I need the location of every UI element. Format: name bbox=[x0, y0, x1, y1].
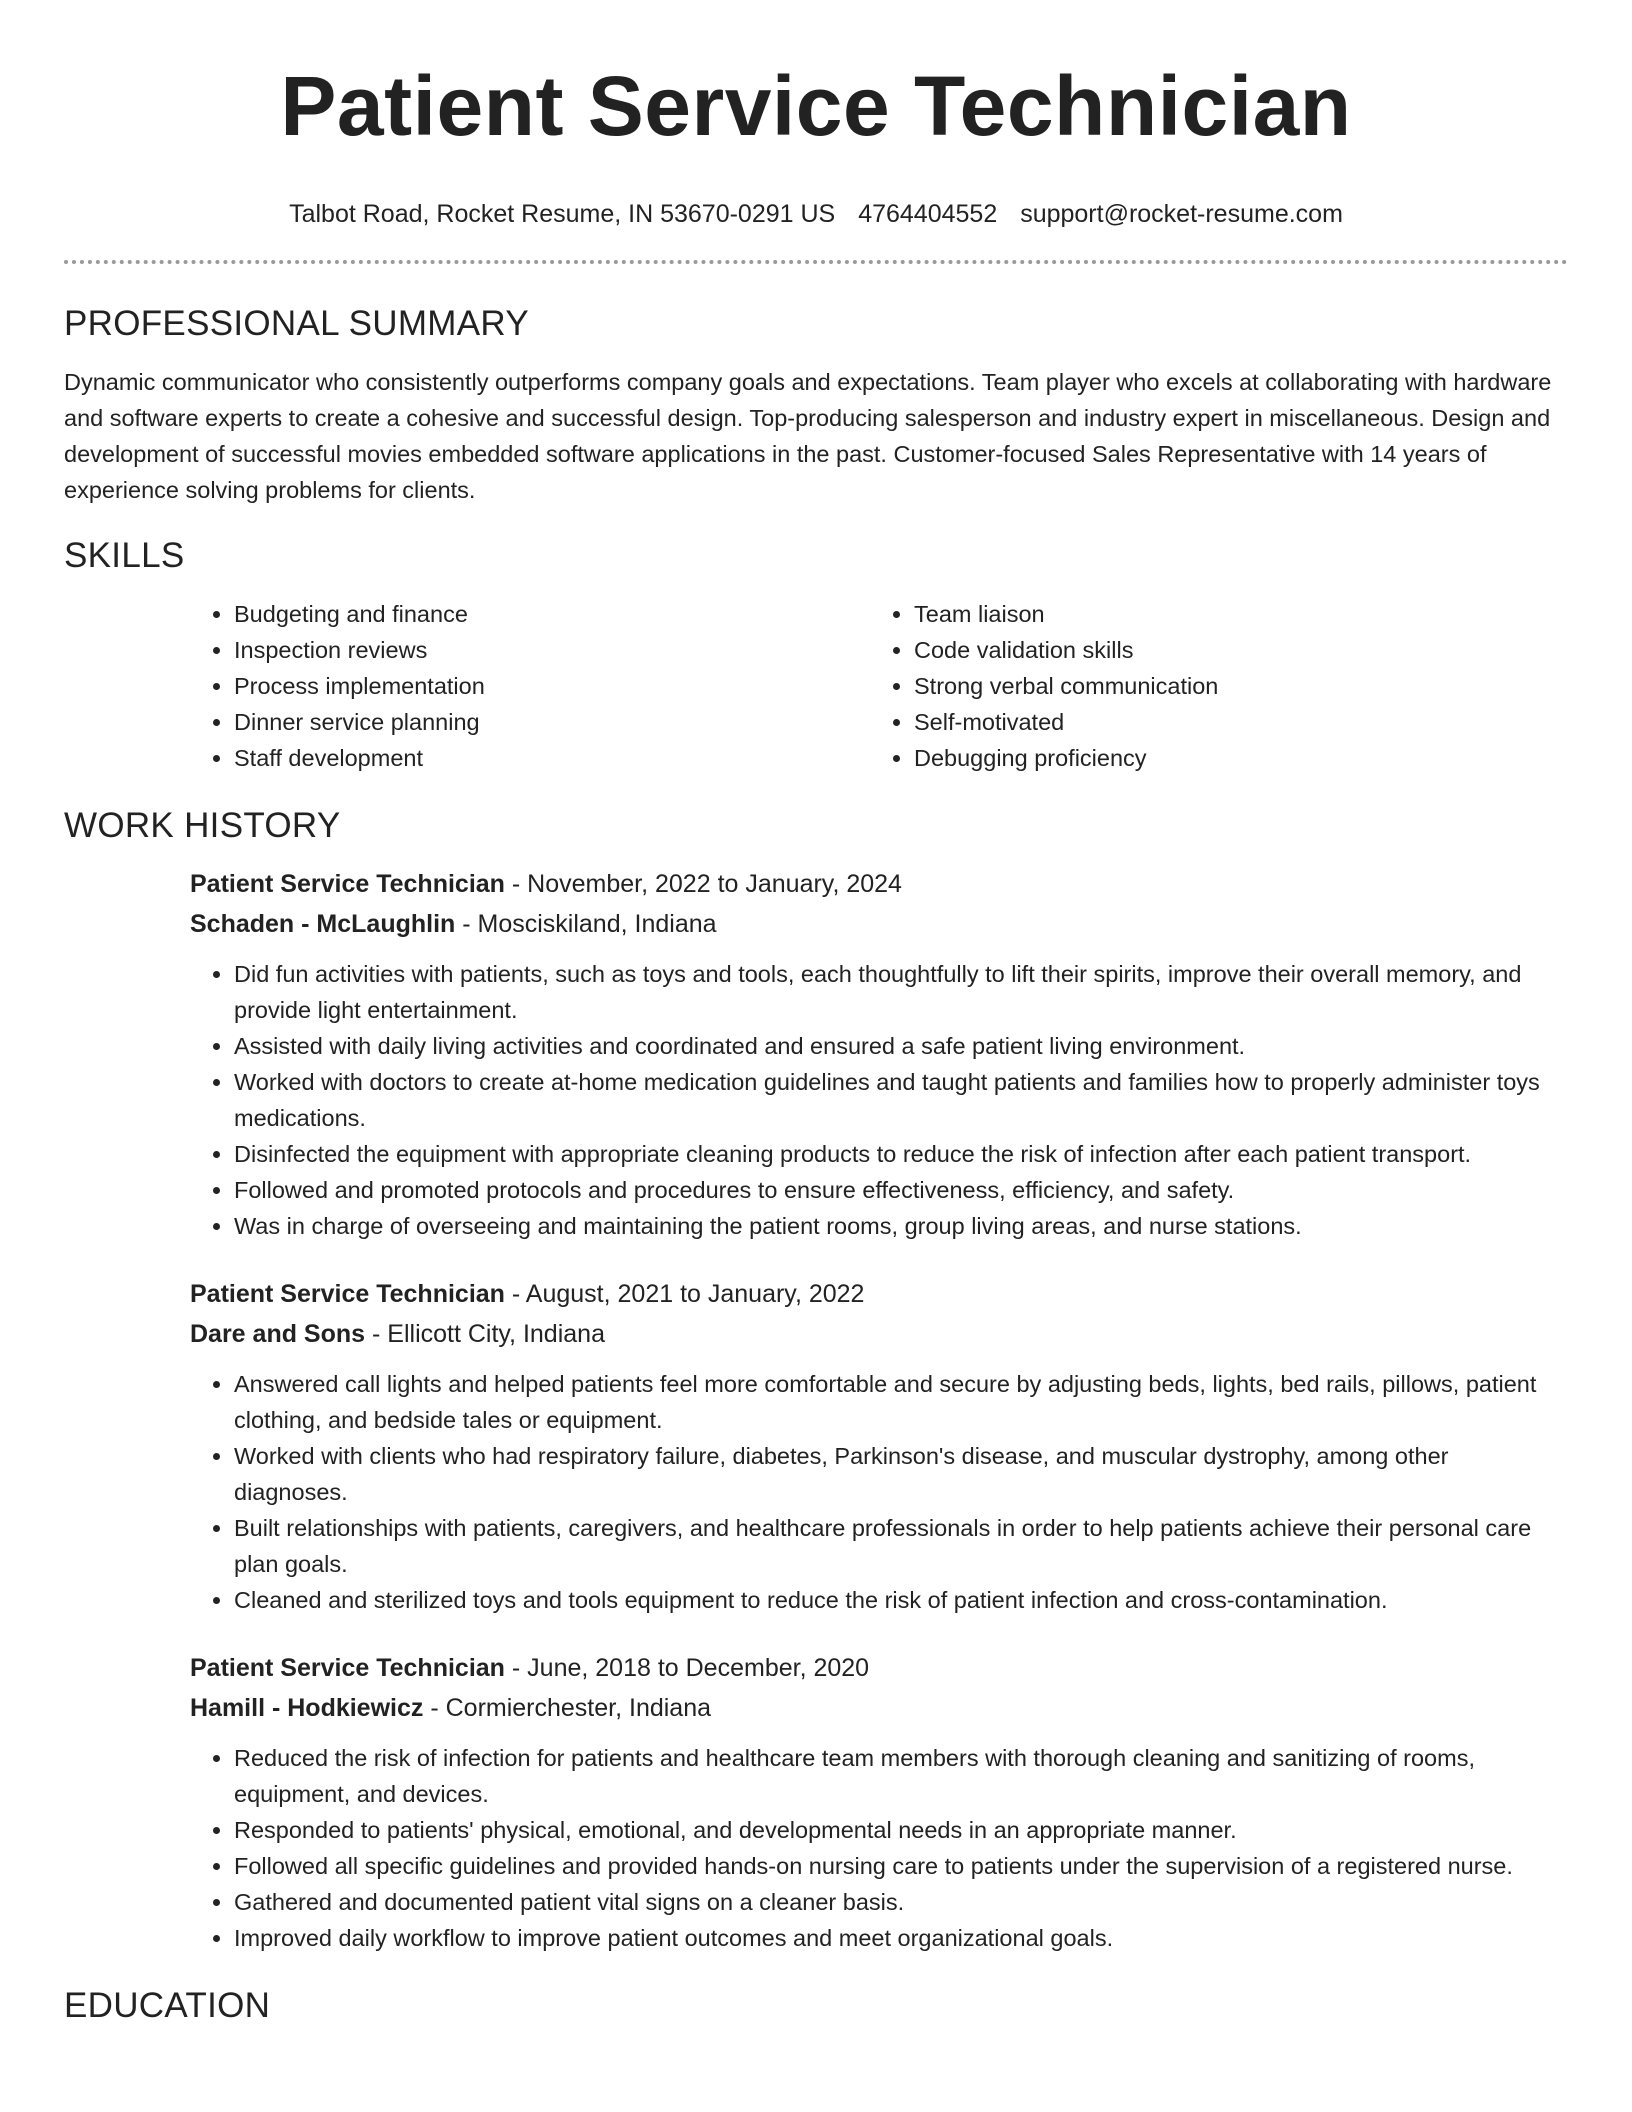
job-company: Schaden - McLaughlin bbox=[190, 910, 456, 938]
summary-text: Dynamic communicator who consistently outperforms company goals and expectations. Team player who excels at collaborating with hardware and software experts to create a cohesive and successful design. Top-producing salesperson and industry expert in miscellaneous. Design and development of successful movies embedded software applications in the past. Customer-focused Sales Representative with 14 years of experience solving problems for clients. bbox=[64, 369, 1552, 503]
skill-item: • Team liaison bbox=[914, 596, 1550, 632]
skill-item: • Budgeting and finance bbox=[234, 596, 870, 632]
job-duties bbox=[190, 956, 1568, 1244]
contact-phone: 4764404552 bbox=[858, 200, 998, 228]
job-title-line bbox=[190, 864, 1568, 904]
job-title-line bbox=[190, 1648, 1568, 1688]
summary-heading: PROFESSIONAL SUMMARY bbox=[64, 304, 529, 343]
skill-item: • Staff development bbox=[234, 740, 870, 776]
job-company: Hamill - Hodkiewicz bbox=[190, 1694, 424, 1722]
job-title: Patient Service Technician bbox=[190, 1654, 505, 1682]
job-dates: - August, 2021 to January, 2022 bbox=[504, 1280, 865, 1308]
skill-item: • Debugging proficiency bbox=[914, 740, 1550, 776]
education-heading: EDUCATION bbox=[64, 1986, 271, 2025]
skill-item: • Code validation skills bbox=[914, 632, 1550, 668]
job-company: Dare and Sons bbox=[190, 1320, 366, 1348]
job-dates: - June, 2018 to December, 2020 bbox=[504, 1654, 870, 1682]
duty-item: • Did fun activities with patients, such as toys and tools, each thoughtfully to lift their spirits, improve their overall memory, and provide light entertainment. bbox=[234, 956, 1568, 1028]
job-company-line bbox=[190, 904, 1568, 944]
duty-item: • Followed and promoted protocols and procedures to ensure effectiveness, efficiency, and safety. bbox=[234, 1172, 1568, 1208]
duty-item: • Answered call lights and helped patients feel more comfortable and secure by adjusting beds, lights, bed rails, pillows, patient clothing, and bedside tales or equipment. bbox=[234, 1366, 1568, 1438]
job-location: - Cormierchester, Indiana bbox=[423, 1694, 712, 1722]
skill-item: • Process implementation bbox=[234, 668, 870, 704]
job-duties bbox=[190, 1740, 1568, 1956]
duty-item: • Worked with clients who had respiratory failure, diabetes, Parkinson's disease, and muscular dystrophy, among other diagnoses. bbox=[234, 1438, 1568, 1510]
skill-item: • Inspection reviews bbox=[234, 632, 870, 668]
skills-column-left bbox=[190, 596, 870, 776]
job-entry bbox=[190, 1274, 1568, 1618]
job-title: Patient Service Technician bbox=[190, 870, 505, 898]
duty-item: • Cleaned and sterilized toys and tools equipment to reduce the risk of patient infection and cross-contamination. bbox=[234, 1582, 1568, 1618]
skill-item: • Self-motivated bbox=[914, 704, 1550, 740]
job-company-line bbox=[190, 1314, 1568, 1354]
job-entry bbox=[190, 864, 1568, 1244]
duty-item: • Improved daily workflow to improve patient outcomes and meet organizational goals. bbox=[234, 1920, 1568, 1956]
job-company-line bbox=[190, 1688, 1568, 1728]
skills-list bbox=[190, 596, 1568, 776]
skills-heading: SKILLS bbox=[64, 536, 185, 575]
duty-item: • Assisted with daily living activities and coordinated and ensured a safe patient living environment. bbox=[234, 1028, 1568, 1064]
job-title-line bbox=[190, 1274, 1568, 1314]
job-dates: - November, 2022 to January, 2024 bbox=[504, 870, 902, 898]
job-title: Patient Service Technician bbox=[190, 1280, 505, 1308]
duty-item: • Reduced the risk of infection for patients and healthcare team members with thorough cleaning and sanitizing of rooms, equipment, and devices. bbox=[234, 1740, 1568, 1812]
contact-email: support@rocket-resume.com bbox=[1020, 200, 1343, 228]
job-entry bbox=[190, 1648, 1568, 1956]
duty-item: • Worked with doctors to create at-home medication guidelines and taught patients and families how to properly administer toys medications. bbox=[234, 1064, 1568, 1136]
resume-name: Patient Service Technician bbox=[280, 59, 1352, 153]
job-duties bbox=[190, 1366, 1568, 1618]
header-divider bbox=[64, 260, 1568, 264]
skill-item: • Strong verbal communication bbox=[914, 668, 1550, 704]
job-location: - Mosciskiland, Indiana bbox=[455, 910, 717, 938]
duty-item: • Was in charge of overseeing and maintaining the patient rooms, group living areas, and nurse stations. bbox=[234, 1208, 1568, 1244]
duty-item: • Followed all specific guidelines and provided hands-on nursing care to patients under the supervision of a registered nurse. bbox=[234, 1848, 1568, 1884]
contact-address: Talbot Road, Rocket Resume, IN 53670-0291 US bbox=[289, 200, 836, 228]
contact-line bbox=[64, 198, 1568, 230]
duty-item: • Gathered and documented patient vital signs on a cleaner basis. bbox=[234, 1884, 1568, 1920]
duty-item: • Built relationships with patients, caregivers, and healthcare professionals in order to help patients achieve their personal care plan goals. bbox=[234, 1510, 1568, 1582]
job-location: - Ellicott City, Indiana bbox=[365, 1320, 605, 1348]
skills-column-right bbox=[870, 596, 1550, 776]
skill-item: • Dinner service planning bbox=[234, 704, 870, 740]
work-heading: WORK HISTORY bbox=[64, 806, 341, 845]
duty-item: • Disinfected the equipment with appropriate cleaning products to reduce the risk of infection after each patient transport. bbox=[234, 1136, 1568, 1172]
duty-item: • Responded to patients' physical, emotional, and developmental needs in an appropriate manner. bbox=[234, 1812, 1568, 1848]
